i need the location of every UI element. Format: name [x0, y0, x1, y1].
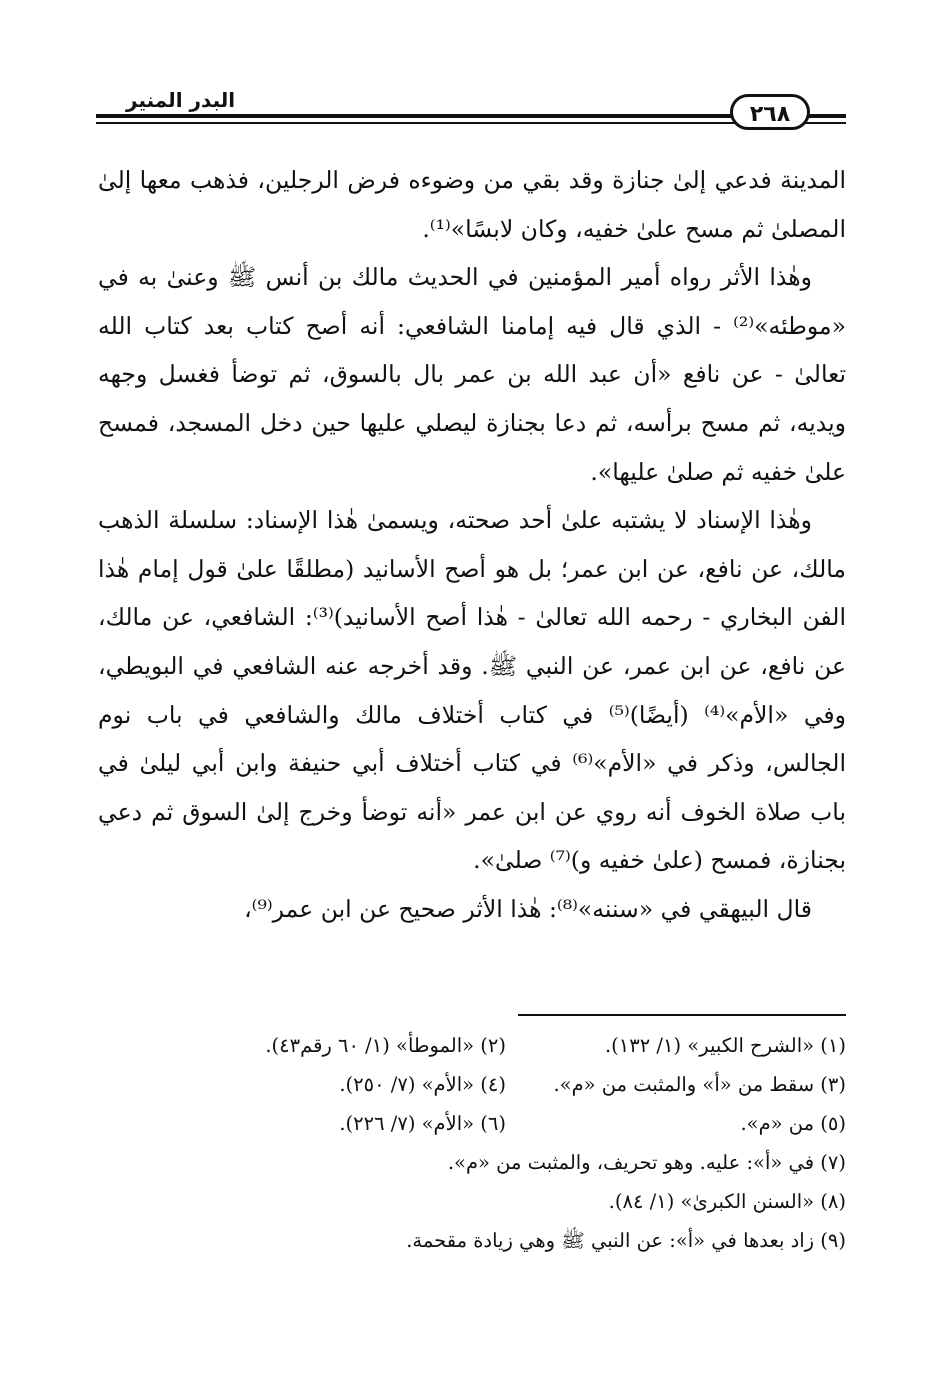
paragraph-1: المدينة فدعي إلىٰ جنازة وقد بقي من وضوءه فرض الرجلين، فذهب معها إلىٰ المصلىٰ ثم مسح علىٰ خفيه، وكان لابسًا»⁽¹⁾. — [98, 166, 846, 243]
footnote-2: (٢) «الموطأ» (١/ ٦٠ رقم٤٣). — [265, 1034, 506, 1057]
footnote-6: (٦) «الأم» (٧/ ٢٢٦). — [339, 1112, 506, 1135]
page-number: ٢٦٨ — [730, 94, 810, 130]
footnote-5: (٥) من «م». — [740, 1112, 846, 1135]
footnote-8: (٨) «السنن الكبرىٰ» (١/ ٨٤). — [608, 1190, 846, 1213]
footnote-7: (٧) في «أ»: عليه. وهو تحريف، والمثبت من «م». — [447, 1151, 846, 1174]
paragraph-2: وهٰذا الأثر رواه أمير المؤمنين في الحديث مالك بن أنس ﷺ وعنىٰ به في «موطئه»⁽²⁾ - الذي قال فيه إمامنا الشافعي: أنه أصح كتاب بعد كتاب الله تعالىٰ - عن نافع «أن عبد الله بن عمر بال بالسوق، ثم توضأ فغسل وجهه ويديه، ثم مسح برأسه، ثم دعا بجنازة ليصلي عليها حين دخل المسجد، فمسح علىٰ خفيه ثم صلىٰ عليها». — [98, 263, 846, 486]
footnote-4: (٤) «الأم» (٧/ ٢٥٠). — [339, 1073, 506, 1096]
footnote-row — [160, 1026, 846, 1065]
footnotes — [160, 1026, 846, 1260]
footnote-3: (٣) سقط من «أ» والمثبت من «م». — [553, 1073, 846, 1096]
footnote-row — [160, 1065, 846, 1104]
footnote-separator — [518, 1014, 846, 1016]
paragraph-3: وهٰذا الإسناد لا يشتبه علىٰ أحد صحته، ويسمىٰ هٰذا الإسناد: سلسلة الذهب مالك، عن نافع، عن ابن عمر؛ بل هو أصح الأسانيد (مطلقًا علىٰ قول إمام هٰذا الفن البخاري - رحمه الله تعالىٰ - هٰذا أصح الأسانيد)⁽³⁾: الشافعي، عن مالك، عن نافع، عن ابن عمر، عن النبي ﷺ. وقد أخرجه عنه الشافعي في البويطي، وفي «الأم»⁽⁴⁾ (أيضًا)⁽⁵⁾ في كتاب أختلاف مالك والشافعي في باب نوم الجالس، وذكر في «الأم»⁽⁶⁾ في كتاب أختلاف أبي حنيفة وابن أبي ليلىٰ في باب صلاة الخوف أنه روي عن ابن عمر «أنه توضأ وخرج إلىٰ السوق ثم دعي بجنازة، فمسح (علىٰ خفيه و)⁽⁷⁾ صلىٰ». — [98, 506, 847, 875]
footnote-9: (٩) زاد بعدها في «أ»: عن النبي ﷺ وهي زيادة مقحمة. — [406, 1229, 846, 1252]
footnote-1: (١) «الشرح الكبير» (١/ ١٣٢). — [604, 1034, 846, 1057]
book-title: البدر المنير — [116, 86, 245, 114]
paragraph-4: قال البيهقي في «سننه»⁽⁸⁾: هٰذا الأثر صحيح عن ابن عمر⁽⁹⁾، — [244, 894, 812, 923]
footnote-row — [160, 1104, 846, 1143]
main-text — [98, 156, 846, 934]
page-header — [96, 84, 846, 132]
